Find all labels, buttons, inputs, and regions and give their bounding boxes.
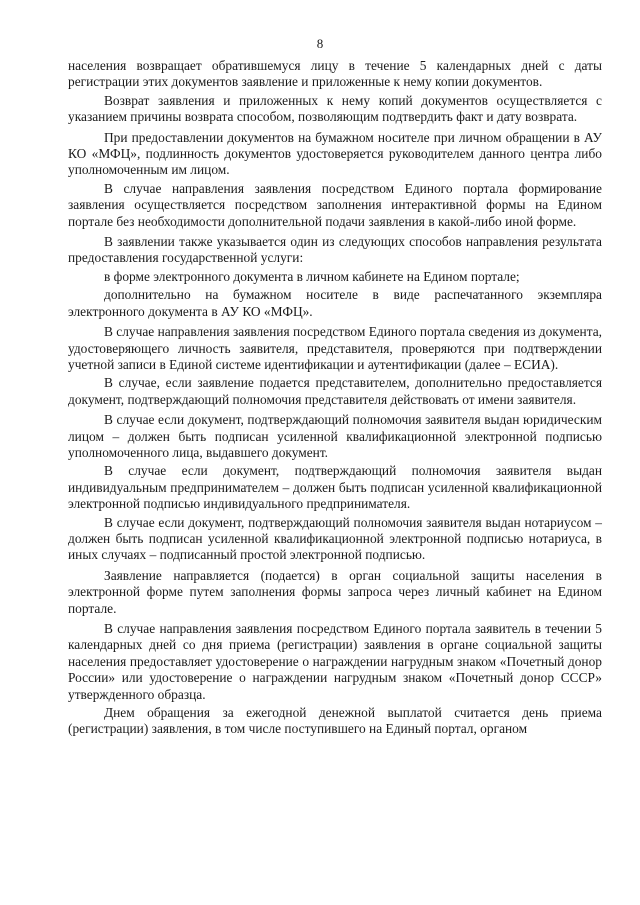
paragraph: населения возвращает обратившемуся лицу в течение 5 календарных дней с даты регистрации этих документов заявление и приложенные к нему копии документов. — [68, 58, 602, 90]
paragraph: При предоставлении документов на бумажном носителе при личном обращении в АУ КО «МФЦ», подлинность документов удостоверяется руководителем данного центра либо уполномоченным им лицом. — [68, 129, 602, 178]
page-number: 8 — [316, 36, 324, 51]
paragraph: В случае направления заявления посредством Единого портала сведения из документа, удостоверяющего личность заявителя, представителя, проверяются при подтверждении учетной записи в Единой системе идентификации и аутентификации (далее – ЕСИА). — [68, 324, 602, 372]
paragraph: В случае направления заявления посредством Единого портала формирование заявления осуществляется посредством заполнения интерактивной формы на Едином портале без необходимости дополнительной подачи заявления в какой-либо иной форме. — [68, 180, 602, 229]
paragraph: Заявление направляется (подается) в орган социальной защиты населения в электронной форме путем заполнения формы запроса через личный кабинет на Едином портале. — [68, 567, 602, 616]
paragraph: В случае направления заявления посредством Единого портала заявитель в течении 5 календарных дней со дня приема (регистрации) заявления в органе социальной защиты населения предоставляет удостоверение о награждении нагрудным знаком «Почетный донор России» или удостоверение о награждении нагрудным знаком «Почетный донор СССР» утвержденного образца. — [68, 621, 602, 702]
paragraph: Возврат заявления и приложенных к нему копий документов осуществляется с указанием причины возврата способом, позволяющим подтвердить факт и дату возврата. — [68, 92, 602, 125]
paragraph: В случае, если заявление подается представителем, дополнительно предоставляется документ, подтверждающий полномочия представителя действовать от имени заявителя. — [68, 375, 602, 407]
document-body — [68, 58, 602, 740]
paragraph: В случае если документ, подтверждающий полномочия заявителя выдан индивидуальным предпринимателем – должен быть подписан усиленной квалификационной электронной подписью индивидуального предпринимателя. — [68, 463, 602, 512]
paragraph: В заявлении также указывается один из следующих способов направления результата предоставления государственной услуги: — [68, 234, 602, 266]
paragraph: дополнительно на бумажном носителе в виде распечатанного экземпляра электронного документа в АУ КО «МФЦ». — [68, 287, 602, 319]
paragraph: В случае если документ, подтверждающий полномочия заявителя выдан нотариусом – должен быть подписан усиленной квалификационной электронной подписью нотариуса, в иных случаях – подписанный простой электронной подписью. — [68, 514, 602, 563]
paragraph: Днем обращения за ежегодной денежной выплатой считается день приема (регистрации) заявления, в том числе поступившего на Единый портал, органом — [68, 705, 602, 737]
paragraph: в форме электронного документа в личном кабинете на Едином портале; — [104, 268, 520, 284]
paragraph: В случае если документ, подтверждающий полномочия заявителя выдан юридическим лицом – должен быть подписан усиленной квалификационной электронной подписью уполномоченного лица, выдавшего документ. — [68, 412, 602, 460]
